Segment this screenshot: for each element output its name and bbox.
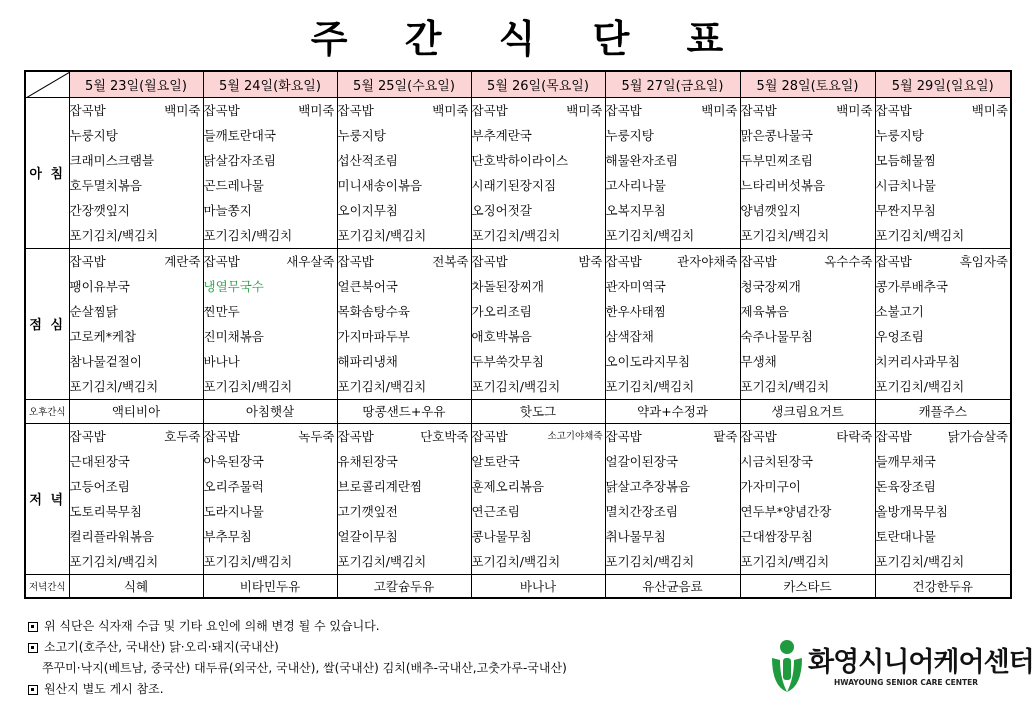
snack-item: 액티비아	[69, 399, 203, 423]
weekly-menu-table	[24, 70, 1012, 599]
rice-item: 잡곡밥	[203, 102, 240, 118]
menu-item: 근대쌈장무침	[740, 528, 813, 544]
rice-item: 잡곡밥	[471, 428, 508, 444]
porridge-item: 백미죽	[432, 102, 469, 118]
snack-item: 고칼슘두유	[337, 574, 471, 598]
menu-item: 유채된장국	[337, 453, 398, 469]
menu-item: 누룽지탕	[605, 127, 654, 143]
snack-item: 바나나	[471, 574, 605, 598]
menu-item: 냉열무국수	[203, 278, 264, 294]
note-line	[28, 616, 567, 637]
menu-item: 누룽지탕	[875, 127, 924, 143]
menu-item: 누룽지탕	[69, 127, 118, 143]
menu-cell	[203, 97, 337, 248]
snack-item: 생크림요거트	[740, 399, 875, 423]
menu-item: 고로케*케찹	[69, 328, 137, 344]
menu-item: 오이지무침	[337, 202, 398, 218]
menu-cell	[69, 97, 203, 248]
note-text: 원산지 별도 게시 참조.	[44, 682, 164, 696]
menu-item-main	[70, 98, 203, 123]
porridge-item: 호두죽	[164, 428, 201, 444]
snack-item: 아침햇살	[203, 399, 337, 423]
rice-item: 잡곡밥	[203, 428, 240, 444]
menu-item: 호두멸치볶음	[69, 177, 142, 193]
menu-item: 도라지나물	[203, 503, 264, 519]
afternoon-snack-row	[25, 399, 1011, 423]
menu-item: 진미채볶음	[203, 328, 264, 344]
snack-item: 땅콩샌드+우유	[337, 399, 471, 423]
menu-item: 포기김치/백김치	[471, 227, 561, 243]
rice-item: 잡곡밥	[740, 253, 777, 269]
menu-item: 포기김치/백김치	[740, 227, 830, 243]
day-header: 5월 25일(수요일)	[337, 71, 471, 97]
menu-item: 포기김치/백김치	[875, 227, 965, 243]
menu-item: 해파리냉채	[337, 353, 398, 369]
menu-item: 양념깻잎지	[740, 202, 801, 218]
menu-item: 포기김치/백김치	[740, 553, 830, 569]
menu-item: 포기김치/백김치	[203, 553, 293, 569]
menu-item: 제육볶음	[740, 303, 789, 319]
center-logo	[768, 638, 1034, 696]
menu-item: 관자미역국	[605, 278, 666, 294]
menu-item: 치커리사과무침	[875, 353, 961, 369]
rice-item: 잡곡밥	[471, 253, 508, 269]
menu-item: 도토리묵무침	[69, 503, 142, 519]
menu-cell	[69, 423, 203, 574]
menu-item: 올방개묵무침	[875, 503, 948, 519]
menu-item: 곤드레나물	[203, 177, 264, 193]
menu-item: 아욱된장국	[203, 453, 264, 469]
menu-cell	[337, 97, 471, 248]
rice-item: 잡곡밥	[740, 102, 777, 118]
menu-item-main	[338, 98, 471, 123]
menu-item: 포기김치/백김치	[69, 227, 159, 243]
porridge-item: 새우살죽	[286, 253, 335, 269]
day-header: 5월 26일(목요일)	[471, 71, 605, 97]
menu-item: 얼큰북어국	[337, 278, 398, 294]
rice-item: 잡곡밥	[605, 102, 642, 118]
rice-item: 잡곡밥	[69, 102, 106, 118]
menu-cell	[740, 97, 875, 248]
menu-item: 근대된장국	[69, 453, 130, 469]
rice-item: 잡곡밥	[337, 253, 374, 269]
lunch-row	[25, 248, 1011, 399]
menu-cell	[69, 248, 203, 399]
menu-item-main	[876, 424, 1011, 449]
porridge-item: 백미죽	[836, 102, 873, 118]
menu-item: 오징어젓갈	[471, 202, 532, 218]
menu-item: 포기김치/백김치	[337, 378, 427, 394]
menu-item: 단호박하이라이스	[471, 152, 569, 168]
menu-item: 포기김치/백김치	[69, 378, 159, 394]
menu-item-main	[472, 249, 605, 274]
menu-item: 팽이유부국	[69, 278, 130, 294]
square-bullet-icon	[28, 622, 38, 632]
menu-item: 포기김치/백김치	[605, 553, 695, 569]
menu-item: 오복지무침	[605, 202, 666, 218]
menu-item: 느타리버섯볶음	[740, 177, 826, 193]
menu-item: 포기김치/백김치	[203, 227, 293, 243]
porridge-item: 백미죽	[701, 102, 738, 118]
menu-item: 포기김치/백김치	[605, 227, 695, 243]
rice-item: 잡곡밥	[203, 253, 240, 269]
menu-item-main	[70, 249, 203, 274]
meal-label: 아 침	[25, 97, 69, 248]
menu-item: 숙주나물무침	[740, 328, 813, 344]
porridge-item: 녹두죽	[298, 428, 335, 444]
porridge-item: 백미죽	[566, 102, 603, 118]
logo-subtitle: HWAYOUNG SENIOR CARE CENTER	[834, 678, 979, 687]
menu-item: 포기김치/백김치	[337, 553, 427, 569]
rice-item: 잡곡밥	[740, 428, 777, 444]
menu-item: 얼갈이무침	[337, 528, 398, 544]
menu-item: 맑은콩나물국	[740, 127, 813, 143]
header-row	[25, 71, 1011, 97]
person-leaf-logo-icon	[768, 638, 806, 694]
menu-item: 무생채	[740, 353, 777, 369]
rice-item: 잡곡밥	[875, 102, 912, 118]
menu-item: 알토란국	[471, 453, 520, 469]
snack-item: 핫도그	[471, 399, 605, 423]
rice-item: 잡곡밥	[69, 253, 106, 269]
menu-item: 모듬해물찜	[875, 152, 936, 168]
menu-item: 차돌된장찌개	[471, 278, 544, 294]
menu-cell	[471, 248, 605, 399]
porridge-item: 백미죽	[971, 102, 1008, 118]
porridge-item: 계란죽	[164, 253, 201, 269]
menu-item: 목화솜탕수육	[337, 303, 410, 319]
menu-item: 포기김치/백김치	[605, 378, 695, 394]
evening-snack-row	[25, 574, 1011, 598]
menu-item: 포기김치/백김치	[69, 553, 159, 569]
menu-item: 토란대나물	[875, 528, 936, 544]
day-header: 5월 23일(월요일)	[69, 71, 203, 97]
menu-item: 취나물무침	[605, 528, 666, 544]
porridge-item: 옥수수죽	[824, 253, 873, 269]
menu-item: 포기김치/백김치	[471, 378, 561, 394]
menu-item: 두부민찌조림	[740, 152, 813, 168]
day-header: 5월 24일(화요일)	[203, 71, 337, 97]
rice-item: 잡곡밥	[605, 253, 642, 269]
rice-item: 잡곡밥	[875, 253, 912, 269]
porridge-item: 닭가슴살죽	[947, 428, 1008, 444]
menu-item-main	[472, 424, 605, 449]
snack-label: 오후간식	[25, 399, 69, 423]
square-bullet-icon	[28, 643, 38, 653]
menu-item: 참나물겉절이	[69, 353, 142, 369]
menu-item: 우엉조림	[875, 328, 924, 344]
porridge-item: 밤죽	[578, 253, 603, 269]
menu-item: 포기김치/백김치	[875, 553, 965, 569]
menu-item: 멸치간장조림	[605, 503, 678, 519]
menu-item: 닭살감자조림	[203, 152, 276, 168]
porridge-item: 백미죽	[164, 102, 201, 118]
menu-item-main	[741, 98, 875, 123]
menu-item-main	[606, 249, 740, 274]
rice-item: 잡곡밥	[875, 428, 912, 444]
day-header: 5월 29일(일요일)	[875, 71, 1011, 97]
porridge-item: 관자야채죽	[677, 253, 738, 269]
rice-item: 잡곡밥	[605, 428, 642, 444]
menu-item-main	[204, 424, 337, 449]
menu-item: 애호박볶음	[471, 328, 532, 344]
snack-item: 카스타드	[740, 574, 875, 598]
menu-item: 시금치된장국	[740, 453, 813, 469]
porridge-item: 타락죽	[836, 428, 873, 444]
page-title: 주 간 식 단 표	[310, 17, 746, 61]
menu-item-main	[204, 249, 337, 274]
menu-item: 삼색잡채	[605, 328, 654, 344]
menu-item-main	[741, 424, 875, 449]
snack-item: 비타민두유	[203, 574, 337, 598]
menu-item: 오이도라지무침	[605, 353, 691, 369]
note-line	[28, 658, 567, 679]
menu-cell	[875, 248, 1011, 399]
porridge-item: 흑임자죽	[959, 253, 1008, 269]
menu-item-main	[338, 424, 471, 449]
menu-item-main	[606, 98, 740, 123]
logo-name: 화영시니어케어센터	[808, 647, 1034, 678]
menu-item: 오리주물럭	[203, 478, 264, 494]
snack-item: 식혜	[69, 574, 203, 598]
menu-item-main	[204, 98, 337, 123]
menu-item: 두부쑥갓무침	[471, 353, 544, 369]
menu-item: 크래미스크램블	[69, 152, 155, 168]
menu-cell	[471, 97, 605, 248]
menu-item: 바나나	[203, 353, 240, 369]
rice-item: 잡곡밥	[337, 102, 374, 118]
notes-section	[28, 616, 567, 700]
menu-item: 시금치나물	[875, 177, 936, 193]
menu-item: 순살찜닭	[69, 303, 118, 319]
day-header: 5월 28일(토요일)	[740, 71, 875, 97]
meal-label: 점 심	[25, 248, 69, 399]
menu-cell	[605, 248, 740, 399]
snack-item: 약과+수정과	[605, 399, 740, 423]
menu-item: 콩나물무침	[471, 528, 532, 544]
menu-cell	[203, 248, 337, 399]
menu-item-main	[876, 98, 1011, 123]
porridge-item: 단호박죽	[420, 428, 469, 444]
diagonal-line	[26, 72, 70, 98]
menu-item: 고기깻잎전	[337, 503, 398, 519]
note-text: 위 식단은 식자재 수급 및 기타 요인에 의해 변경 될 수 있습니다.	[44, 619, 380, 633]
menu-item: 고사리나물	[605, 177, 666, 193]
menu-item: 연두부*양념간장	[740, 503, 832, 519]
menu-item: 찐만두	[203, 303, 240, 319]
menu-item: 컬리플라워볶음	[69, 528, 155, 544]
rice-item: 잡곡밥	[471, 102, 508, 118]
menu-cell	[740, 423, 875, 574]
menu-cell	[875, 423, 1011, 574]
corner-cell	[25, 71, 69, 97]
menu-item: 무짠지무침	[875, 202, 936, 218]
menu-cell	[875, 97, 1011, 248]
menu-item: 연근조림	[471, 503, 520, 519]
menu-item: 고등어조림	[69, 478, 130, 494]
menu-item: 섭산적조림	[337, 152, 398, 168]
note-line	[28, 679, 567, 700]
meal-label: 저 녁	[25, 423, 69, 574]
note-text: 쭈꾸미·낙지(베트남, 중국산) 대두류(외국산, 국내산), 쌀(국내산) 김치(배추-국내산,고춧가루-국내산)	[42, 661, 567, 675]
menu-cell	[337, 423, 471, 574]
menu-item: 돈육장조림	[875, 478, 936, 494]
menu-item: 한우사태찜	[605, 303, 666, 319]
menu-item: 부추계란국	[471, 127, 532, 143]
square-bullet-icon	[28, 685, 38, 695]
menu-cell	[471, 423, 605, 574]
menu-item-main	[338, 249, 471, 274]
menu-item: 포기김치/백김치	[203, 378, 293, 394]
menu-item: 포기김치/백김치	[740, 378, 830, 394]
menu-cell	[740, 248, 875, 399]
menu-item: 청국장찌개	[740, 278, 801, 294]
menu-item: 소불고기	[875, 303, 924, 319]
menu-item: 훈제오리볶음	[471, 478, 544, 494]
menu-item: 미니새송이볶음	[337, 177, 423, 193]
menu-item: 간장깻잎지	[69, 202, 130, 218]
menu-item-main	[472, 98, 605, 123]
menu-item: 가지마파두부	[337, 328, 410, 344]
menu-item: 들깨토란대국	[203, 127, 276, 143]
menu-cell	[605, 423, 740, 574]
rice-item: 잡곡밥	[337, 428, 374, 444]
menu-item: 포기김치/백김치	[337, 227, 427, 243]
menu-item: 해물완자조림	[605, 152, 678, 168]
porridge-item: 전복죽	[432, 253, 469, 269]
note-text: 소고기(호주산, 국내산) 닭·오리·돼지(국내산)	[44, 640, 279, 654]
snack-item: 건강한두유	[875, 574, 1011, 598]
menu-item: 마늘쫑지	[203, 202, 252, 218]
snack-label: 저녁간식	[25, 574, 69, 598]
menu-item: 가오리조림	[471, 303, 532, 319]
note-line	[28, 637, 567, 658]
porridge-item: 백미죽	[298, 102, 335, 118]
menu-item: 시래기된장지짐	[471, 177, 557, 193]
menu-cell	[337, 248, 471, 399]
menu-item: 누룽지탕	[337, 127, 386, 143]
menu-item-main	[606, 424, 740, 449]
menu-cell	[203, 423, 337, 574]
menu-item: 부추무침	[203, 528, 252, 544]
menu-item-main	[741, 249, 875, 274]
menu-item: 닭살고추장볶음	[605, 478, 691, 494]
menu-item-main	[70, 424, 203, 449]
menu-item: 얼갈이된장국	[605, 453, 678, 469]
porridge-item: 팥죽	[713, 428, 738, 444]
porridge-item: 소고기야채죽	[547, 430, 603, 442]
snack-item: 유산균음료	[605, 574, 740, 598]
rice-item: 잡곡밥	[69, 428, 106, 444]
menu-item: 포기김치/백김치	[471, 553, 561, 569]
menu-item: 콩가루배추국	[875, 278, 948, 294]
menu-item-main	[876, 249, 1011, 274]
breakfast-row	[25, 97, 1011, 248]
dinner-row	[25, 423, 1011, 574]
day-header: 5월 27일(금요일)	[605, 71, 740, 97]
snack-item: 캐플주스	[875, 399, 1011, 423]
menu-item: 브로콜리계란찜	[337, 478, 423, 494]
menu-item: 들깨무채국	[875, 453, 936, 469]
menu-item: 포기김치/백김치	[875, 378, 965, 394]
menu-item: 가자미구이	[740, 478, 801, 494]
menu-cell	[605, 97, 740, 248]
